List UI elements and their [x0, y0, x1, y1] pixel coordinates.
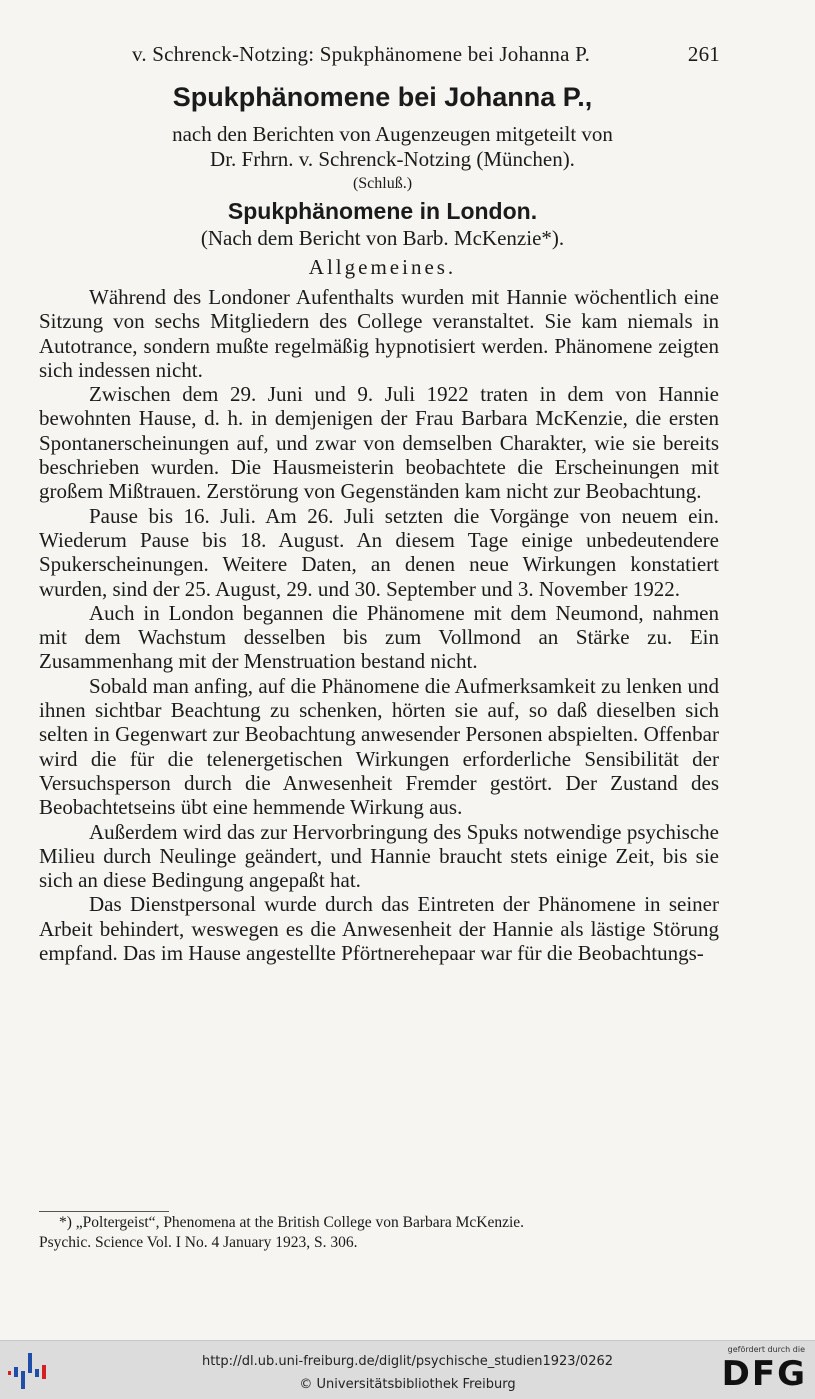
subsection-heading: Allgemeines.: [308, 255, 457, 279]
copyright: © Universitätsbibliothek Freiburg: [299, 1377, 516, 1392]
page-number: 261: [687, 42, 720, 66]
footnote-rule: [39, 1211, 169, 1212]
footnote-line-1: *) „Poltergeist“, Phenomena at the British College von Barbara McKenzie.: [59, 1214, 525, 1231]
paragraph: Zwischen dem 29. Juni und 9. Juli 1922 traten in dem von Hannie bewohnten Hause, d. h. in demjenigen der Frau Barbara McKenzie, die ersten Spontanerscheinungen auf, und zwar von demselben Charakter, wie sie bereits beschrieben wurden. Die Hausmeisterin beobachtete die Erscheinungen mit großem Mißtrauen. Zerstörung von Gegenständen kam nicht zur Beobachtung.: [39, 382, 719, 504]
dfg-wordmark: DFG: [721, 1354, 807, 1394]
paragraph: Sobald man anfing, auf die Phänomene die Aufmerksamkeit zu lenken und ihnen sichtbar Beachtung zu schenken, hörten sie auf, so daß dieselben sich selten in Gegenwart zur Beobachtung anwesender Personen abspielten. Offenbar wird die für die telenergetischen Wirkungen erforderliche Sensibilität der Versuchsperson durch die Anwesenheit Fremder gestört. Der Zustand des Beobachtetseins übt eine hemmende Wirkung aus.: [39, 673, 719, 820]
viewer-footer: [0, 1340, 815, 1399]
paragraph: Während des Londoner Aufenthalts wurden mit Hannie wöchentlich eine Sitzung von sechs Mitgliedern des College veranstaltet. Sie kam niemals in Autotrance, sondern mußte regelmäßig hypnotisiert werden. Phänomene zeigten sich indessen nicht.: [39, 285, 719, 382]
conclusion-note: (Schluß.): [352, 175, 413, 192]
paragraph: Das Dienstpersonal wurde durch das Eintreten der Phänomene in seiner Arbeit behindert, weswegen es die Anwesenheit der Hannie als lästige Störung empfand. Das im Hause angestellte Pförtnerehepaar war für die Beobachtungs-: [39, 892, 719, 966]
footnote-line-2: Psychic. Science Vol. I No. 4 January 1923, S. 306.: [39, 1234, 358, 1251]
section-title: Spukphänomene in London.: [227, 198, 538, 224]
paragraph: Außerdem wird das zur Hervorbringung des Spuks notwendige psychische Milieu durch Neulinge geändert, und Hannie braucht stets einige Zeit, bis sie sich an diese Bedingung angepaßt hat.: [39, 819, 719, 893]
article-subtitle-2: Dr. Frhrn. v. Schrenck-Notzing (München).: [210, 147, 575, 171]
permalink-url[interactable]: http://dl.ub.uni-freiburg.de/diglit/psychische_studien1923/0262: [201, 1354, 614, 1369]
article-subtitle-1: nach den Berichten von Augenzeugen mitgeteilt von: [172, 122, 613, 146]
body-text: [39, 285, 719, 965]
article-title: Spukphänomene bei Johanna P.,: [172, 82, 593, 112]
paragraph: Auch in London begannen die Phänomene mit dem Neumond, nahmen mit dem Wachstum desselben bis zum Vollmond an Stärke zu. Ein Zusammenhang mit der Menstruation bestand nicht.: [39, 600, 719, 674]
running-title: v. Schrenck-Notzing: Spukphänomene bei Johanna P.: [132, 42, 591, 66]
funded-by-label: gefördert durch die: [727, 1345, 805, 1354]
dfg-logo[interactable]: [715, 1345, 807, 1395]
footnote: [39, 1213, 729, 1253]
paragraph: Pause bis 16. Juli. Am 26. Juli setzten die Vorgänge von neuem ein. Wiederum Pause bis 18. August. An diesem Tage einige unbedeutendere Spukerscheinungen. Weitere Daten, an denen neue Wirkungen konstatiert wurden, sind der 25. August, 29. und 30. September und 3. November 1922.: [39, 503, 719, 601]
section-source: (Nach dem Bericht von Barb. McKenzie*).: [200, 226, 565, 250]
